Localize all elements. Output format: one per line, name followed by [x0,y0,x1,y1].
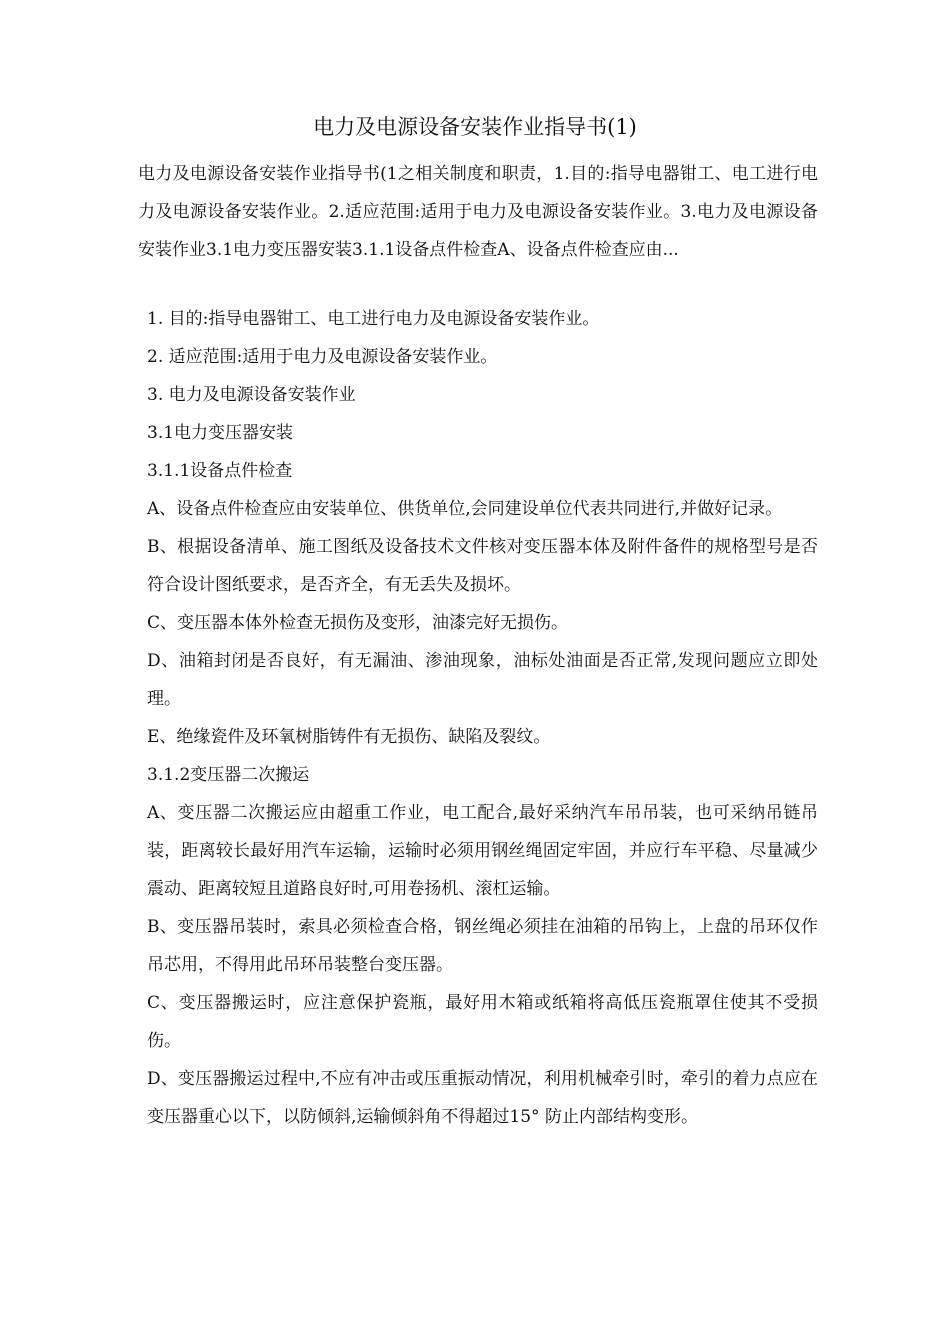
paragraph-3-1-2-b: B、变压器吊装时，索具必须检查合格，钢丝绳必须挂在油箱的吊钩上，上盘的吊环仅作吊芯用，不得用此吊环吊装整台变压器。 [147,917,818,975]
heading-section-3-1-1: 3.1.1设备点件检查 [147,461,293,481]
paragraph-3-1-2-c: C、变压器搬运时，应注意保护瓷瓶，最好用木箱或纸箱将高低压瓷瓶罩住使其不受损伤。 [147,993,818,1051]
paragraph-3-1-1-e: E、绝缘瓷件及环氧树脂铸件有无损伤、缺陷及裂纹。 [147,727,551,747]
paragraph-3-1-2-d: D、变压器搬运过程中,不应有冲击或压重振动情况，利用机械牵引时，牵引的着力点应在变压器重心以下，以防倾斜,运输倾斜角不得超过15° 防止内部结构变形。 [147,1069,818,1127]
heading-section-3: 3. 电力及电源设备安装作业 [147,385,356,405]
document-summary: 电力及电源设备安装作业指导书(1之相关制度和职责，1.目的:指导电器钳工、电工进行电力及电源设备安装作业。2.适应范围:适用于电力及电源设备安装作业。3.电力及电源设备安装作业3.1电力变压器安装3.1.1设备点件检查A、设备点件检查应由... [138,164,818,260]
document-title: 电力及电源设备安装作业指导书(1) [313,115,637,139]
paragraph-scope: 2. 适应范围:适用于电力及电源设备安装作业。 [147,347,498,367]
heading-section-3-1-2: 3.1.2变压器二次搬运 [147,765,310,785]
paragraph-3-1-1-d: D、油箱封闭是否良好，有无漏油、渗油现象，油标处油面是否正常,发现问题应立即处理。 [147,651,818,709]
document-body [138,300,818,1136]
paragraph-3-1-1-a: A、设备点件检查应由安装单位、供货单位,会同建设单位代表共同进行,并做好记录。 [147,499,783,519]
paragraph-3-1-2-a: A、变压器二次搬运应由超重工作业，电工配合,最好采纳汽车吊吊装，也可采纳吊链吊装，距离较长最好用汽车运输，运输时必须用钢丝绳固定牢固，并应行车平稳、尽量减少震动、距离较短且道路良好时,可用卷扬机、滚杠运输。 [147,803,818,899]
paragraph-3-1-1-c: C、变压器本体外检查无损伤及变形，油漆完好无损伤。 [147,613,569,633]
heading-section-3-1: 3.1电力变压器安装 [147,423,294,443]
paragraph-3-1-1-b: B、根据设备清单、施工图纸及设备技术文件核对变压器本体及附件备件的规格型号是否符合设计图纸要求，是否齐全，有无丢失及损坏。 [147,537,818,595]
paragraph-purpose: 1. 目的:指导电器钳工、电工进行电力及电源设备安装作业。 [147,309,600,329]
